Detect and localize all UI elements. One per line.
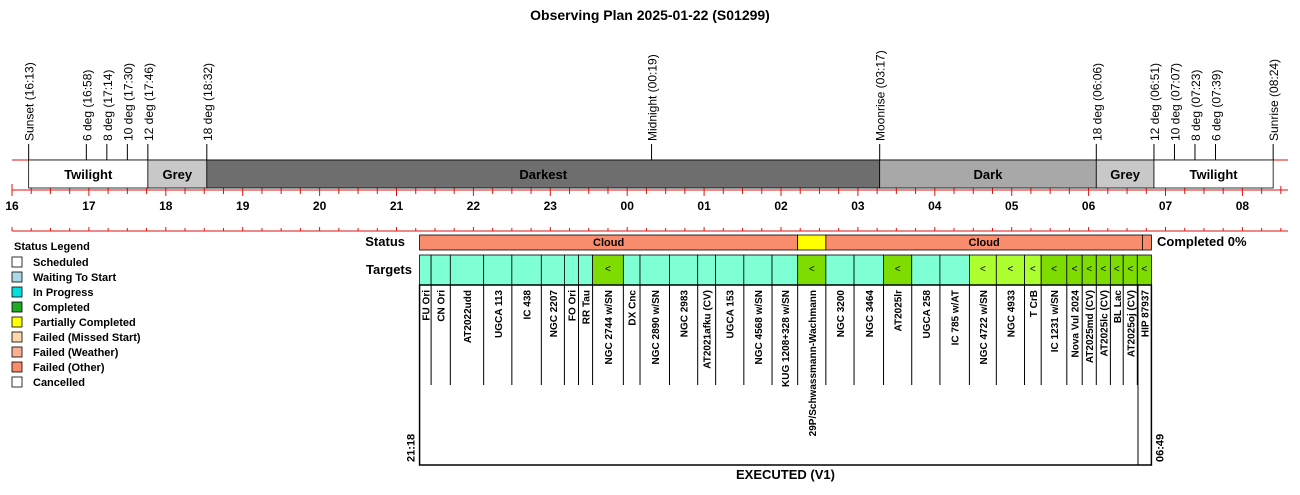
status-legend (12, 241, 141, 389)
target-name: FO Ori (567, 290, 579, 322)
target-name: BL Lac (1112, 290, 1124, 324)
legend-label: Waiting To Start (33, 272, 117, 284)
hour-tick-label: 03 (851, 199, 865, 213)
target-cell (420, 255, 432, 285)
target-name: NGC 4722 w/SN (978, 290, 990, 365)
target-cell (669, 255, 697, 285)
legend-swatch (12, 377, 22, 387)
target-mark: < (979, 264, 986, 275)
target-name: UGCA 113 (493, 290, 505, 338)
hour-tick-label: 01 (697, 199, 711, 213)
target-mark: < (605, 264, 611, 275)
target-name: 29P/Schwassmann-Wachmann (807, 290, 819, 437)
target-name: NGC 2983 (679, 290, 691, 338)
hour-tick-label: 04 (928, 199, 942, 213)
targets-row-label: Targets (366, 262, 412, 277)
target-cell (512, 255, 541, 285)
target-name: FU Ori (421, 290, 433, 321)
target-name: NGC 3200 (835, 290, 847, 338)
event-label: 6 deg (16:58) (80, 69, 95, 141)
end-time-label: 06:49 (1154, 433, 1167, 462)
target-name: AT2025lc (CV) (1099, 290, 1111, 357)
target-cell (940, 255, 969, 285)
legend-label: Failed (Missed Start) (33, 332, 141, 344)
completed-text: Completed 0% (1157, 234, 1247, 249)
target-cell (564, 255, 578, 285)
legend-swatch (12, 257, 22, 267)
event-label: 12 deg (06:51) (1147, 62, 1162, 141)
event-label: Sunrise (08:24) (1267, 58, 1282, 141)
sky-period-label: Twilight (1189, 167, 1238, 182)
sky-period-label: Dark (973, 167, 1003, 182)
status-row (365, 234, 1247, 250)
legend-swatch (12, 362, 22, 372)
status-segment (1142, 235, 1151, 250)
sky-period-label: Darkest (519, 167, 568, 182)
target-name: AT2025oj (CV) (1126, 290, 1138, 358)
legend-label: Partially Completed (33, 317, 136, 329)
target-mark: < (1029, 264, 1036, 275)
event-labels (12, 50, 1288, 160)
target-cell (912, 255, 940, 285)
target-name: AT2025lr (893, 290, 905, 332)
status-segment-label: Cloud (968, 237, 1000, 249)
chart-title: Observing Plan 2025-01-22 (S01299) (530, 7, 770, 23)
event-label: 18 deg (18:32) (200, 62, 215, 141)
start-time-label: 21:18 (405, 433, 418, 462)
hour-tick-label: 08 (1235, 199, 1250, 213)
legend-swatch (12, 332, 22, 342)
hour-tick-label: 17 (82, 199, 96, 213)
hour-tick-label: 18 (159, 199, 173, 213)
hour-tick-label: 20 (312, 199, 327, 213)
target-name: IC 785 w/AT (950, 290, 962, 346)
target-cell (484, 255, 512, 285)
event-label: Sunset (16:13) (22, 62, 37, 141)
legend-swatch (12, 347, 22, 357)
target-name: RR Tau (581, 290, 593, 325)
legend-swatch (12, 287, 22, 297)
target-name: DX Cnc (627, 290, 639, 326)
target-name: CN Ori (436, 290, 448, 322)
target-cell (640, 255, 669, 285)
target-mark: < (1100, 264, 1107, 275)
target-cell (716, 255, 744, 285)
target-name: IC 1231 w/SN (1049, 290, 1061, 353)
target-name: IC 438 (522, 290, 534, 320)
event-label: 8 deg (07:23) (1188, 69, 1203, 141)
event-label: 10 deg (07:07) (1168, 62, 1183, 141)
event-label: 10 deg (17:30) (121, 62, 136, 141)
status-segment-label: Cloud (593, 237, 625, 249)
legend-label: Completed (33, 302, 90, 314)
executed-label: EXECUTED (V1) (736, 467, 835, 482)
target-name: NGC 4568 w/SN (753, 290, 765, 365)
target-name: NGC 3464 (864, 290, 876, 338)
target-name: AT2022udd (462, 290, 474, 344)
hour-tick-label: 22 (466, 199, 481, 213)
target-mark: < (808, 264, 815, 275)
hour-tick-label: 05 (1005, 199, 1019, 213)
sky-periods (29, 160, 1273, 188)
hour-tick-label: 16 (5, 199, 19, 213)
hour-tick-label: 06 (1081, 199, 1096, 213)
target-mark: < (1071, 264, 1078, 275)
event-label: 6 deg (07:39) (1209, 69, 1224, 141)
target-mark: < (1051, 264, 1057, 275)
time-axis (5, 184, 1288, 231)
target-name: UGCA 153 (725, 290, 737, 339)
target-name: NGC 2207 (548, 290, 560, 338)
event-label: Moonrise (03:17) (873, 50, 888, 141)
target-name: UGCA 258 (921, 290, 933, 339)
legend-label: Scheduled (33, 257, 89, 269)
hour-tick-label: 21 (389, 199, 404, 213)
hour-tick-label: 00 (620, 199, 634, 213)
target-name: AT2025md (CV) (1085, 290, 1097, 364)
target-mark: < (1086, 264, 1093, 275)
target-cell (698, 255, 716, 285)
event-label: 8 deg (17:14) (100, 69, 115, 141)
target-mark: < (1141, 264, 1148, 275)
target-mark: < (894, 264, 901, 275)
targets-row (366, 255, 1151, 285)
target-name: NGC 2890 w/SN (650, 290, 662, 365)
target-name: NGC 4933 (1006, 290, 1018, 338)
target-cell (854, 255, 883, 285)
target-name: HIP 87937 (1140, 290, 1152, 338)
target-name: NGC 2744 w/SN (603, 290, 615, 365)
target-cell (578, 255, 592, 285)
target-name: KUG 1208+328 w/SN (780, 290, 792, 387)
legend-label: Failed (Other) (33, 362, 105, 374)
legend-label: Cancelled (33, 377, 85, 389)
target-cell (450, 255, 483, 285)
event-label: Midnight (00:19) (645, 54, 660, 141)
event-label: 18 deg (06:06) (1090, 62, 1105, 141)
target-mark: < (1007, 264, 1014, 275)
legend-title: Status Legend (14, 241, 90, 253)
sky-period-label: Grey (1110, 167, 1140, 182)
target-cell (772, 255, 798, 285)
status-row-label: Status (365, 234, 405, 249)
executed-panel (406, 285, 1167, 482)
target-name: T CrB (1028, 290, 1040, 318)
target-name: Nova Vul 2024 (1070, 290, 1082, 358)
target-cell (541, 255, 564, 285)
target-cell (744, 255, 772, 285)
target-cell (826, 255, 854, 285)
legend-label: Failed (Weather) (33, 347, 119, 359)
legend-swatch (12, 317, 22, 327)
hour-tick-label: 02 (774, 199, 788, 213)
target-mark: < (1113, 264, 1120, 275)
target-name: AT2021afku (CV) (702, 290, 714, 369)
hour-tick-label: 19 (236, 199, 250, 213)
event-label: 12 deg (17:46) (141, 62, 156, 141)
hour-tick-label: 07 (1158, 199, 1173, 213)
legend-label: In Progress (33, 287, 94, 299)
target-mark: < (1127, 264, 1134, 275)
target-cell (431, 255, 450, 285)
sky-period-label: Grey (162, 167, 193, 182)
legend-swatch (12, 302, 22, 312)
sky-period-label: Twilight (64, 167, 113, 182)
target-cell (623, 255, 640, 285)
legend-swatch (12, 272, 22, 282)
status-segment (798, 235, 826, 250)
hour-tick-label: 23 (543, 199, 557, 213)
